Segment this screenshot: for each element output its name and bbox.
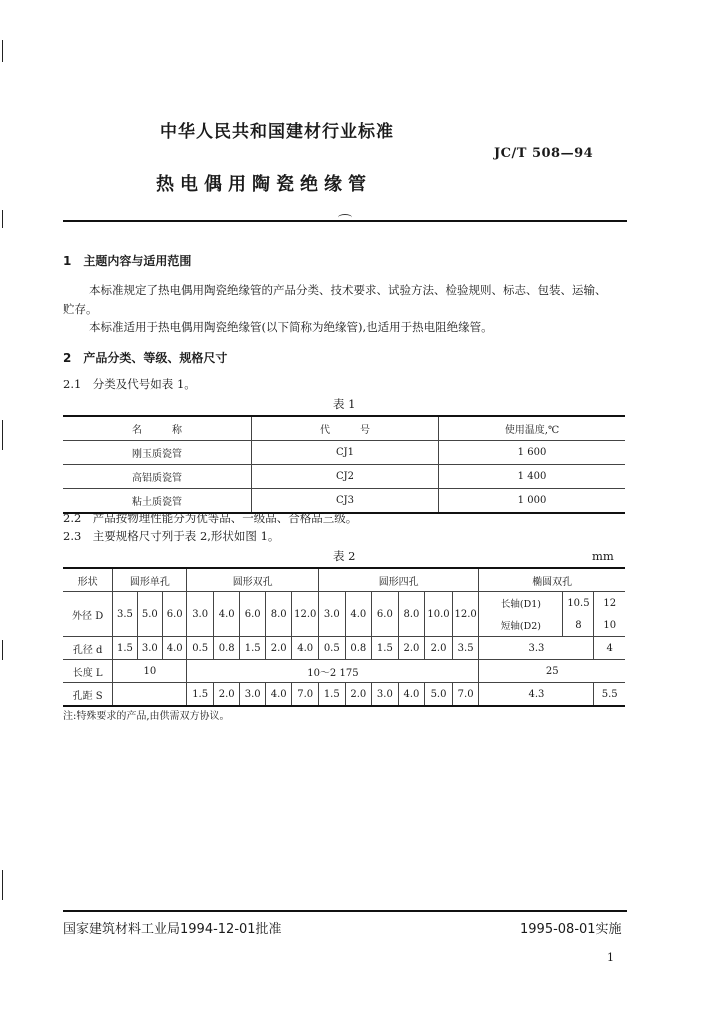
table-cell: 8.0 [265,592,292,637]
table-cell: 10～2 175 [187,660,479,683]
table-cell: 8 [563,614,594,637]
table-header: 圆形四孔 [319,568,479,592]
table-cell: 2.0 [345,683,372,707]
table-cell: 1 000 [439,489,626,514]
table-cell: 3.0 [372,683,399,707]
table-header: 圆形单孔 [113,568,187,592]
table-header: 名 称 [63,416,252,441]
approval-date: 国家建筑材料工业局1994-12-01批准 [63,922,282,937]
effective-date: 1995-08-01实施 [520,922,622,937]
table-cell: 3.0 [319,592,346,637]
clause-2-1: 2.1 分类及代号如表 1。 [63,377,196,391]
table-cell: 3.0 [187,592,214,637]
ellipse-long-axis-label: 长轴(D1) [479,592,563,615]
table-cell: 1.5 [319,683,346,707]
table-row-outer-diameter [63,592,625,615]
table-cell: 2.0 [425,637,453,660]
ellipse-short-axis-label: 短轴(D2) [479,614,563,637]
table-cell: 粘土质瓷管 [63,489,252,514]
table-cell: CJ3 [252,489,439,514]
document-title: 热电偶用陶瓷绝缘管 [156,174,372,195]
table-row-length [63,660,625,683]
table-2-caption: 表 2 [333,549,356,563]
table-cell: 4.0 [398,683,425,707]
table-1-caption: 表 1 [333,397,356,411]
table-row-bore [63,637,625,660]
table-cell: CJ1 [252,441,439,465]
page-number: 1 [607,951,614,964]
table-header: 圆形双孔 [187,568,319,592]
clause-2-3: 2.3 主要规格尺寸列于表 2,形状如图 1。 [63,529,280,543]
table-cell: 1 400 [439,465,626,489]
table-cell: 25 [479,660,625,683]
table-cell: 5.0 [137,592,162,637]
table-header: 代 号 [252,416,439,441]
table-cell: 4.0 [345,592,372,637]
table-cell: 4.0 [213,592,240,637]
section-1-para1-line1: 本标准规定了热电偶用陶瓷绝缘管的产品分类、技术要求、试验方法、检验规则、标志、包装、运输、 [89,283,607,297]
table-cell: 2.0 [213,683,240,707]
row-label: 外径 D [63,592,113,637]
table-cell: 10 [113,660,187,683]
header-rule [63,220,627,222]
row-label: 孔距 S [63,683,113,707]
table-cell: 0.8 [345,637,372,660]
table-row [63,441,625,465]
table-cell: 4 [594,637,625,660]
margin-mark [2,40,3,62]
table-cell: 7.0 [452,683,479,707]
table-cell: 4.0 [163,637,187,660]
margin-mark [2,210,3,228]
standard-code: JC/T 508—94 [494,146,594,161]
table-1-header-row [63,416,625,441]
footer-rule [63,910,627,912]
table-cell: 0.5 [319,637,346,660]
margin-mark [2,870,3,900]
table-cell: 6.0 [240,592,265,637]
row-label: 长度 L [63,660,113,683]
row-label: 孔径 d [63,637,113,660]
table-cell: 12 [594,592,625,615]
table-cell: 1.5 [113,637,137,660]
table-cell: 8.0 [398,592,425,637]
table-cell: 2.0 [265,637,292,660]
table-2 [63,567,625,707]
clause-2-2: 2.2 产品按物理性能分为优等品、一级品、合格品三级。 [63,511,358,525]
table-row-pitch [63,683,625,707]
table-header: 使用温度,℃ [439,416,626,441]
table-cell: 0.5 [187,637,214,660]
table-cell: 4.0 [292,637,319,660]
table-1 [63,415,625,514]
table-cell: 12.0 [452,592,479,637]
table-cell: 3.0 [240,683,265,707]
table-header: 形状 [63,568,113,592]
section-1-para1-line2: 贮存。 [63,302,98,316]
table-cell: CJ2 [252,465,439,489]
industry-standard-heading: 中华人民共和国建材行业标准 [160,122,394,142]
margin-mark [2,640,3,660]
table-header: 椭圆双孔 [479,568,625,592]
table-cell: 6.0 [372,592,399,637]
table-2-unit: mm [592,549,614,563]
table-cell: 1 600 [439,441,626,465]
margin-mark [2,420,3,450]
table-cell: 0.8 [213,637,240,660]
table-cell: 1.5 [187,683,214,707]
table-cell-empty [113,683,187,707]
table-cell: 3.5 [113,592,137,637]
table-cell: 10.5 [563,592,594,615]
table-cell: 刚玉质瓷管 [63,441,252,465]
table-cell: 6.0 [163,592,187,637]
section-2-heading: 2 产品分类、等级、规格尺寸 [63,351,228,365]
table-cell: 10 [594,614,625,637]
section-1-para2: 本标准适用于热电偶用陶瓷绝缘管(以下简称为绝缘管),也适用于热电阻绝缘管。 [89,320,493,334]
table-cell: 7.0 [292,683,319,707]
table-cell: 12.0 [292,592,319,637]
table-cell: 3.0 [137,637,162,660]
table-cell: 2.0 [398,637,425,660]
table-cell: 高铝质瓷管 [63,465,252,489]
table-cell: 4.0 [265,683,292,707]
table-2-note: 注:特殊要求的产品,由供需双方协议。 [63,711,230,722]
table-cell: 10.0 [425,592,453,637]
table-cell: 4.3 [479,683,594,707]
table-row [63,465,625,489]
table-cell: 1.5 [372,637,399,660]
table-cell: 1.5 [240,637,265,660]
table-cell: 3.3 [479,637,594,660]
section-1-heading: 1 主题内容与适用范围 [63,254,192,268]
table-cell: 3.5 [452,637,479,660]
table-cell: 5.5 [594,683,625,707]
table-cell: 5.0 [425,683,453,707]
table-2-header-row [63,568,625,592]
